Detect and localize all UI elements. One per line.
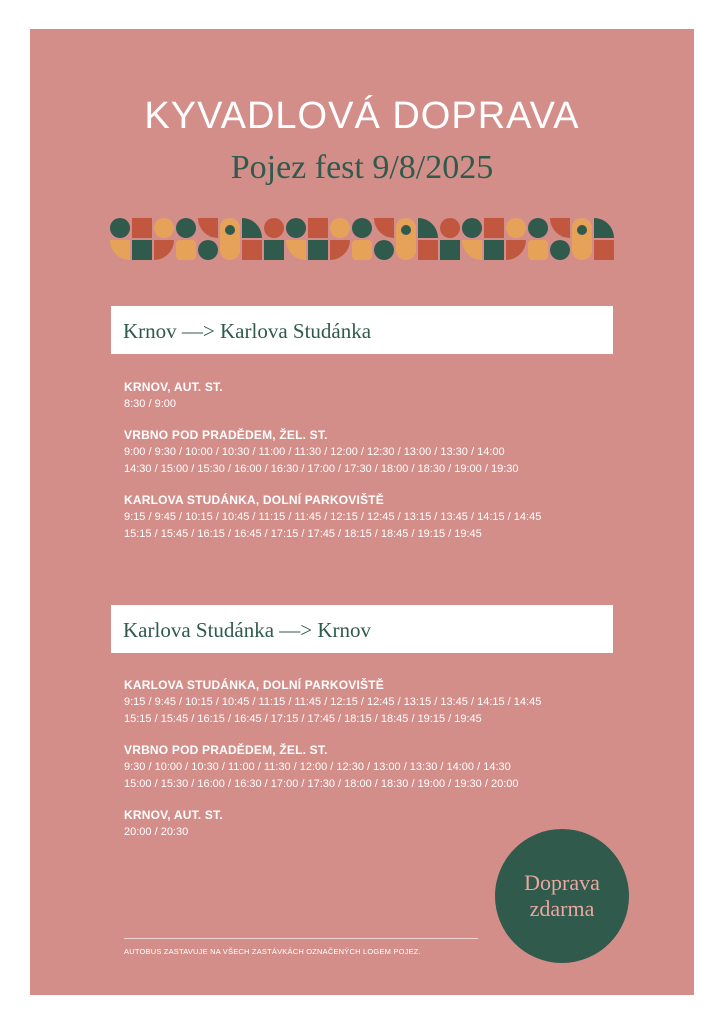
free-transport-badge xyxy=(495,829,629,963)
stop-times: 9:15 / 9:45 / 10:15 / 10:45 / 11:15 / 11:45 / 12:15 / 12:45 / 13:15 / 13:45 / 14:15 / 14:45 xyxy=(124,511,542,523)
stop-times: 8:30 / 9:00 xyxy=(124,398,176,410)
route-heading-krnov-karlova: Krnov —> Karlova Studánka xyxy=(111,306,613,354)
poster-subtitle: Pojez fest 9/8/2025 xyxy=(230,149,494,186)
stop-name: KRNOV, AUT. ST. xyxy=(124,808,223,822)
stop-times: 9:30 / 10:00 / 10:30 / 11:00 / 11:30 / 12:00 / 12:30 / 13:00 / 13:30 / 14:00 / 14:30 xyxy=(124,761,511,773)
poster-title: KYVADLOVÁ DOPRAVA xyxy=(144,95,580,137)
stop-block xyxy=(124,427,644,478)
stop-times: 20:00 / 20:30 xyxy=(124,826,189,838)
badge-line-1: Doprava xyxy=(524,870,600,895)
stop-block xyxy=(124,379,644,413)
stop-block xyxy=(124,492,644,543)
stop-name: KRNOV, AUT. ST. xyxy=(124,380,223,394)
footer-divider xyxy=(124,938,478,939)
stop-name: VRBNO POD PRADĚDEM, ŽEL. ST. xyxy=(124,743,328,757)
stop-times: 15:15 / 15:45 / 16:15 / 16:45 / 17:15 / 17:45 / 18:15 / 18:45 / 19:15 / 19:45 xyxy=(124,528,482,540)
poster xyxy=(30,29,694,995)
stop-name: KARLOVA STUDÁNKA, DOLNÍ PARKOVIŠTĚ xyxy=(124,493,384,507)
footer-note: AUTOBUS ZASTAVUJE NA VŠECH ZASTÁVKÁCH OZNAČENÝCH LOGEM POJEZ. xyxy=(124,947,421,956)
stop-times: 14:30 / 15:00 / 15:30 / 16:00 / 16:30 / 17:00 / 17:30 / 18:00 / 18:30 / 19:00 / 19:30 xyxy=(124,463,519,475)
stop-name: VRBNO POD PRADĚDEM, ŽEL. ST. xyxy=(124,428,328,442)
stop-block xyxy=(124,742,644,793)
stop-block xyxy=(124,677,644,728)
stop-times: 9:15 / 9:45 / 10:15 / 10:45 / 11:15 / 11:45 / 12:15 / 12:45 / 13:15 / 13:45 / 14:15 / 14:45 xyxy=(124,696,542,708)
stop-name: KARLOVA STUDÁNKA, DOLNÍ PARKOVIŠTĚ xyxy=(124,678,384,692)
route-heading-karlova-krnov: Karlova Studánka —> Krnov xyxy=(111,605,613,653)
decorative-pattern-icon xyxy=(110,214,616,264)
stop-times: 15:00 / 15:30 / 16:00 / 16:30 / 17:00 / 17:30 / 18:00 / 18:30 / 19:00 / 19:30 / 20:00 xyxy=(124,778,519,790)
stop-times: 9:00 / 9:30 / 10:00 / 10:30 / 11:00 / 11:30 / 12:00 / 12:30 / 13:00 / 13:30 / 14:00 xyxy=(124,446,505,458)
badge-line-2: zdarma xyxy=(529,896,595,921)
route-1-schedule xyxy=(124,379,644,557)
stop-times: 15:15 / 15:45 / 16:15 / 16:45 / 17:15 / 17:45 / 18:15 / 18:45 / 19:15 / 19:45 xyxy=(124,713,482,725)
